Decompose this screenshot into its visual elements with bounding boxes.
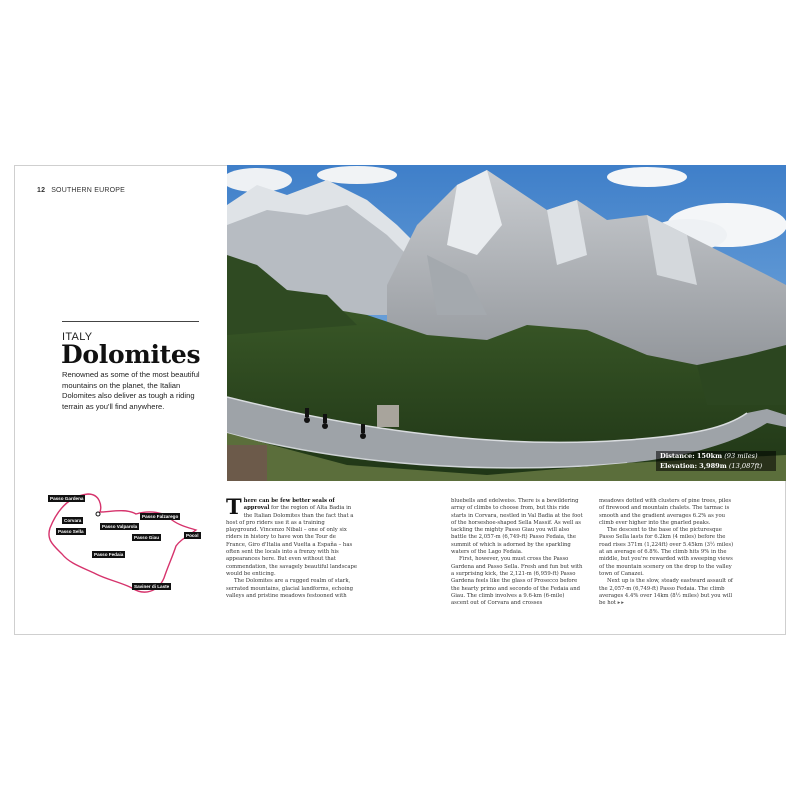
route-line: [40, 488, 212, 598]
map-label-passo-sella: Passo Sella: [58, 529, 84, 534]
paragraph: bluebells and edelweiss. There is a bewildering array of climbs to choose from, but this ride starts in Corvara, nestled in Val Badia at the foot of the horseshoe-shaped Sella Massif. As well as tackling the mighty Passo Giau you will also battle the 2,057-m (6,749-ft) Passo Fedaia, the summit of which is adorned by the sparkling waters of the Lago Fedaia.: [451, 498, 583, 556]
distance-stat: [656, 451, 776, 461]
map-label-corvara: Corvara: [64, 518, 82, 523]
paragraph: The Dolomites are a rugged realm of stark, serrated mountains, glacial landforms, echoing valleys and pristine meadows festooned with: [226, 578, 354, 599]
map-label-passo-fedaia: Passo Fedaia: [94, 552, 124, 557]
section-name: SOUTHERN EUROPE: [51, 187, 125, 194]
map-label-passo-falzarego: Passo Falzarego: [142, 514, 179, 519]
lead-in: here can be few better seals of approval: [243, 498, 335, 512]
title-rule: [62, 321, 199, 322]
page-folio: [37, 187, 125, 194]
map-label-passo-valparola: Passo Valparola: [102, 524, 138, 529]
map-label-saviner-di-laste: Saviner di Laste: [134, 584, 170, 589]
paragraph: meadows dotted with clusters of pine trees, piles of firewood and mountain chalets. The tarmac is smooth and the gradient averages 6.2% as you climb ever higher into the gnarled peaks.: [599, 498, 732, 526]
mountain-photo: [227, 165, 786, 481]
elevation-value: 3,989m: [699, 462, 727, 470]
route-map: [40, 488, 212, 598]
paragraph: The descent to the base of the picturesque Passo Sella lasts for 6.2km (4 miles) before the road rises 371m (1,224ft) over 5.45km (3½ miles) at an average of 6.8%. The climb hits 9% in the middle, but you're rewarded with sweeping views of the mountain scenery on the drop to the valley town of Canazei.: [599, 527, 734, 577]
elevation-stat: [656, 461, 776, 471]
paragraph: [226, 494, 358, 578]
elevation-label: Elevation:: [660, 462, 698, 470]
body-column-1: [226, 494, 358, 600]
paragraph-text: for the region of Alta Badia in the Italian Dolomites than the fact that a host of pro riders use it as a training playground. Vincenzo Nibali – one of only six riders in history to have won the Tour de France, Giro d'Italia and Vuelta a España – has often sent the locals into a frenzy with his appearances here. But even without that commendation, the savagely beautiful landscape would be enticing.: [226, 505, 358, 577]
body-column-2: [451, 498, 583, 607]
paragraph-text: Next up is the slow, steady eastward assault of the 2,057-m (6,749-ft) Passo Fedaia. The climb averages 4.4% over 14km (8½ miles) but you will be hot: [599, 578, 733, 607]
elevation-alt: (13,087ft): [728, 462, 763, 470]
map-label-pocol: Pocol: [186, 533, 199, 538]
map-label-passo-gardena: Passo Gardena: [50, 496, 84, 501]
map-label-passo-giau: Passo Giau: [134, 535, 160, 540]
body-column-3: [599, 498, 735, 607]
dropcap: T: [226, 494, 242, 519]
continue-arrows-icon: ▸▸: [617, 600, 625, 607]
distance-alt: (93 miles): [724, 452, 758, 460]
mountain-landscape-image: [227, 165, 786, 481]
distance-label: Distance:: [660, 452, 695, 460]
intro-text: Renowned as some of the most beautiful mountains on the planet, the Italian Dolomites also deliver as tough a riding terrain as you'll find anywhere.: [62, 370, 200, 411]
paragraph: First, however, you must cross the Passo Gardena and Passo Sella. Fresh and fun but with a surprising kick, the 2,121-m (6,959-ft) Passo Gardena feels like the glass of Prosecco before the hearty primo and secondo of the Fedaia and Giau. The climb involves a 9.6-km (6-mile) ascent out of Corvara and crosses: [451, 556, 583, 607]
page-number: 12: [37, 187, 46, 194]
page-title: Dolomites: [61, 340, 201, 369]
paragraph: [599, 578, 735, 607]
distance-value: 150km: [696, 452, 723, 460]
country-label: ITALY: [62, 331, 93, 343]
